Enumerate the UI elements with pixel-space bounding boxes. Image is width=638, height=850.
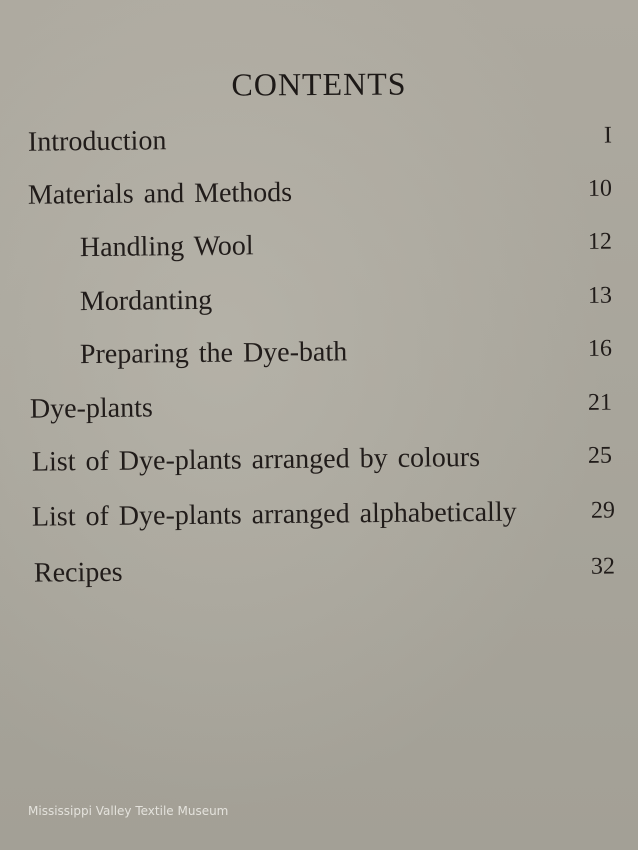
toc-page-number: 32 xyxy=(590,553,616,580)
toc-row-dye-plants xyxy=(0,387,638,434)
toc-page-number: 29 xyxy=(590,497,616,524)
toc-row-mordanting xyxy=(0,280,638,327)
toc-row-recipes xyxy=(0,551,638,598)
toc-label: Materials and Methods xyxy=(27,176,293,211)
toc-label: Handling Wool xyxy=(79,230,254,264)
toc-page-number: 25 xyxy=(587,442,613,469)
toc-label: List of Dye-plants arranged by colours xyxy=(31,441,481,478)
toc-page-number: 12 xyxy=(587,228,613,255)
toc-label: Introduction xyxy=(27,125,167,158)
toc-label: Mordanting xyxy=(79,284,213,318)
toc-page-number: 10 xyxy=(587,175,613,202)
toc-row-dye-plants-by-colours xyxy=(0,440,638,487)
contents-title: CONTENTS xyxy=(231,65,407,103)
toc-label: Recipes xyxy=(33,556,123,589)
watermark-credit: Mississippi Valley Textile Museum xyxy=(28,804,229,818)
toc-label: Preparing the Dye-bath xyxy=(79,336,348,371)
toc-row-materials-and-methods xyxy=(0,173,638,220)
toc-label: Dye-plants xyxy=(29,392,153,425)
toc-page-number: 16 xyxy=(587,335,613,362)
toc-row-introduction xyxy=(0,120,638,167)
toc-page-number: 13 xyxy=(587,282,613,309)
toc-row-handling-wool xyxy=(0,226,638,273)
toc-page-number: 21 xyxy=(587,389,613,416)
toc-row-dye-plants-alphabetically xyxy=(0,495,638,542)
toc-page-number: I xyxy=(603,122,613,149)
toc-label: List of Dye-plants arranged alphabetically xyxy=(31,496,517,533)
toc-row-preparing-dye-bath xyxy=(0,333,638,380)
